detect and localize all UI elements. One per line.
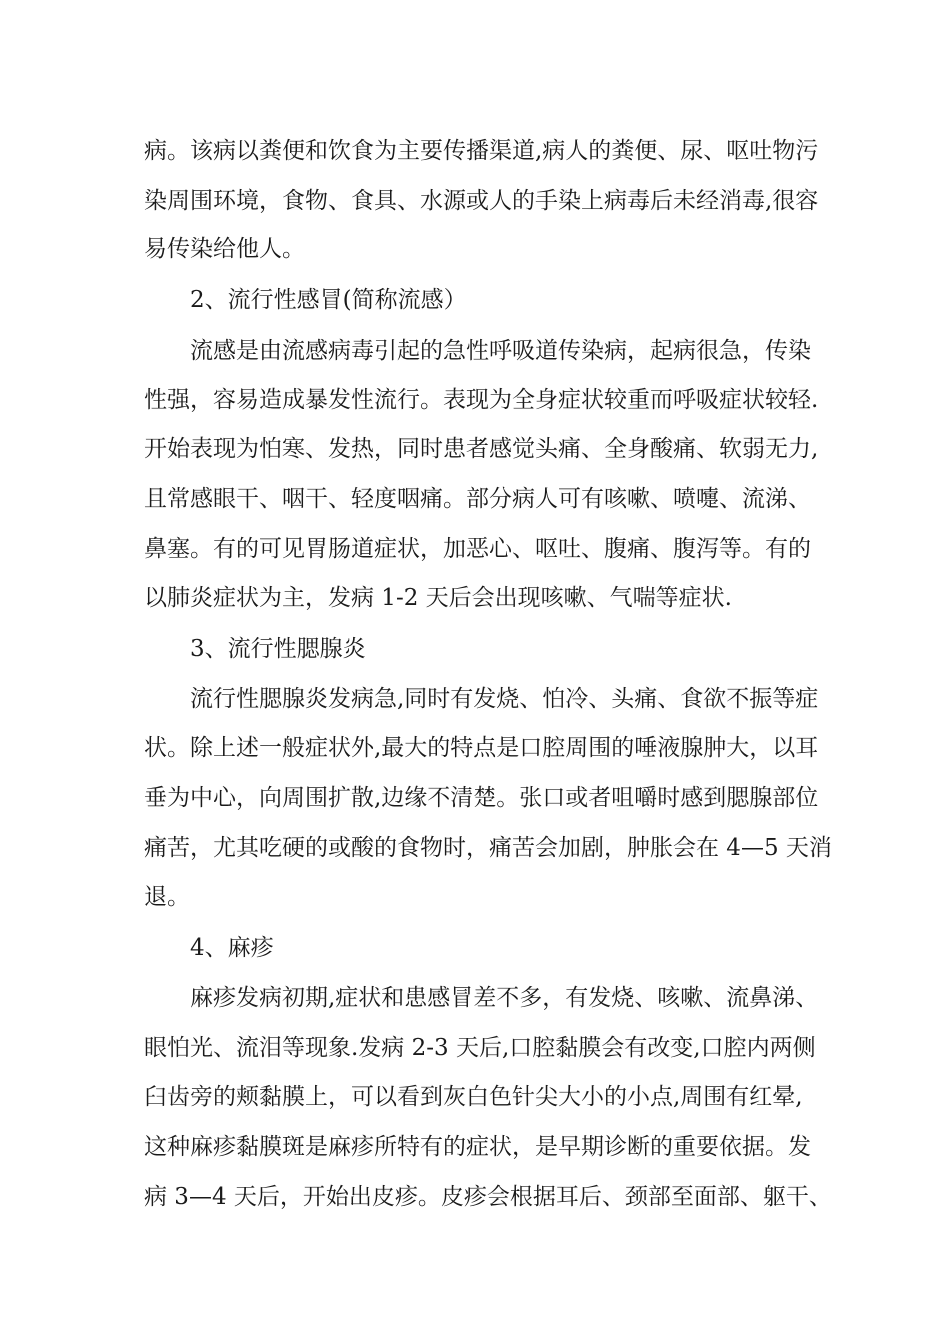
text-line: 鼻塞。有的可见胃肠道症状，加恶心、呕吐、腹痛、腹泻等。有的: [144, 536, 811, 562]
text-line: 性强，容易造成暴发性流行。表现为全身症状较重而呼吸症状较轻.: [144, 387, 819, 413]
text-line: 病 3—4 天后，开始出皮疹。皮疹会根据耳后、颈部至面部、躯干、: [144, 1184, 832, 1210]
text-line: 染周围环境，食物、食具、水源或人的手染上病毒后未经消毒,很容: [144, 188, 819, 214]
section-heading: 3、流行性腮腺炎: [190, 636, 366, 662]
text-line: 垂为中心，向周围扩散,边缘不清楚。张口或者咀嚼时感到腮腺部位: [144, 785, 819, 811]
text-line: 状。除上述一般症状外,最大的特点是口腔周围的唾液腺肿大，以耳: [144, 735, 819, 761]
text-line: 开始表现为怕寒、发热，同时患者感觉头痛、全身酸痛、软弱无力,: [144, 436, 819, 462]
section-heading: 4、麻疹: [190, 935, 274, 961]
text-line: 且常感眼干、咽干、轻度咽痛。部分病人可有咳嗽、喷嚏、流涕、: [144, 486, 811, 512]
text-line: 臼齿旁的颊黏膜上，可以看到灰白色针尖大小的小点,周围有红晕,: [144, 1084, 803, 1110]
text-line: 流行性腮腺炎发病急,同时有发烧、怕冷、头痛、食欲不振等症: [190, 686, 819, 712]
text-line: 退。: [144, 884, 190, 910]
text-line: 这种麻疹黏膜斑是麻疹所特有的症状，是早期诊断的重要依据。发: [144, 1134, 811, 1160]
text-line: 麻疹发病初期,症状和患感冒差不多，有发烧、咳嗽、流鼻涕、: [190, 985, 819, 1011]
text-line: 痛苦，尤其吃硬的或酸的食物时，痛苦会加剧，肿胀会在 4—5 天消: [144, 835, 832, 861]
text-line: 流感是由流感病毒引起的急性呼吸道传染病，起病很急，传染: [190, 338, 811, 364]
text-line: 易传染给他人。: [144, 236, 305, 262]
text-line: 病。该病以粪便和饮食为主要传播渠道,病人的粪便、尿、呕吐物污: [144, 138, 819, 164]
section-heading: 2、流行性感冒(简称流感）: [190, 287, 467, 313]
text-line: 以肺炎症状为主，发病 1-2 天后会出现咳嗽、气喘等症状.: [144, 585, 732, 611]
text-line: 眼怕光、流泪等现象.发病 2-3 天后,口腔黏膜会有改变,口腔内两侧: [144, 1035, 816, 1061]
